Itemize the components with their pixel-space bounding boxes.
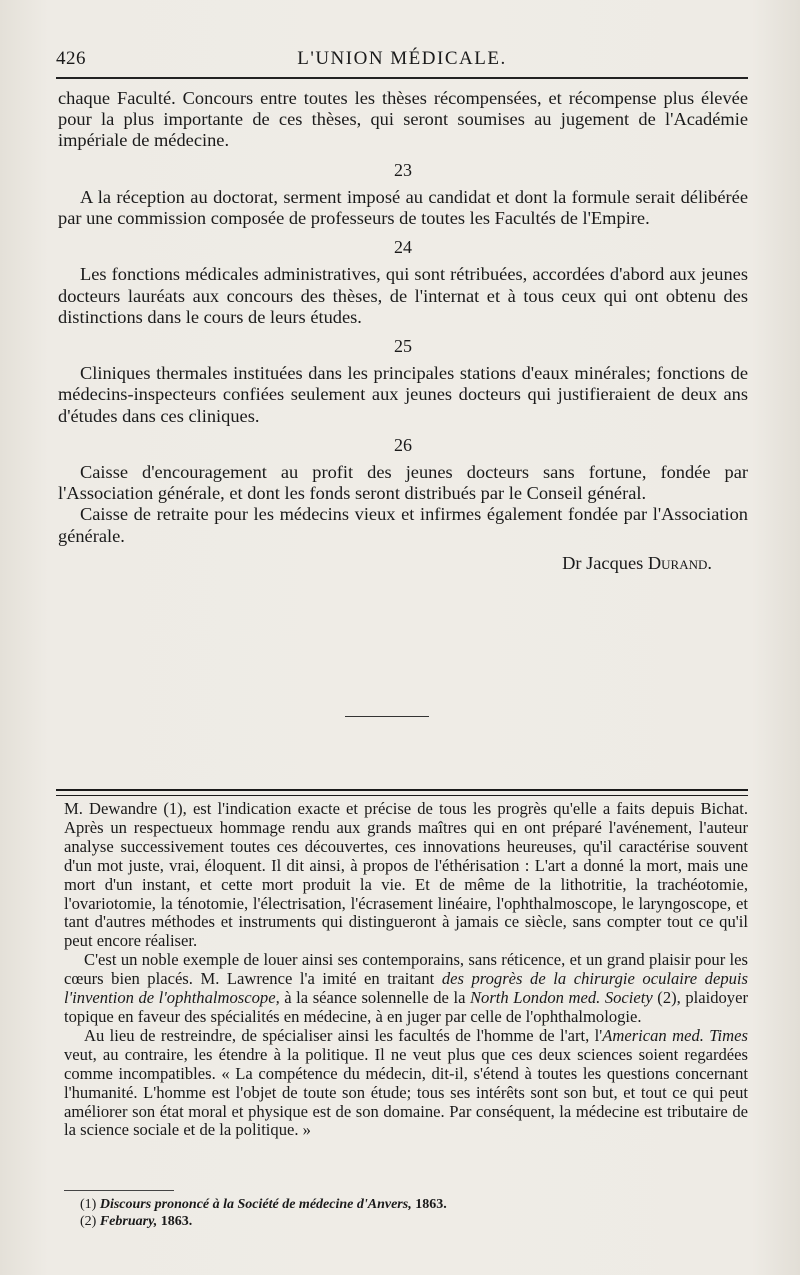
signature-prefix: Dr Jacques: [562, 552, 644, 573]
article-number-25: 25: [394, 336, 412, 357]
lower-p2-text-b: à la séance solennelle de la: [279, 988, 470, 1008]
lower-article: [64, 800, 748, 1140]
paragraph-26b: Caisse de retraite pour les médecins vieux et infirmes également fondée par l'Association générale.: [58, 504, 748, 546]
lower-p2-text-a: C'est un noble exemple de louer ainsi ses contemporains, sans réticence, et un grand plaisir pour les cœurs bien placés. M. Lawrence l'a imité en traitant: [64, 950, 748, 989]
footnote-2-year: 1863.: [160, 1214, 193, 1229]
footnotes: [80, 1196, 748, 1230]
article-number-23: 23: [394, 159, 412, 180]
footnote-1: [80, 1196, 748, 1213]
lower-paragraph-2: [64, 951, 748, 1027]
lower-p2-italic-1: des progrès de la chirurgie oculaire depuis l'invention de l'ophthalmoscope,: [64, 969, 748, 1008]
author-signature: [58, 553, 712, 574]
footnote-1-number: (1): [80, 1197, 97, 1212]
paragraph-26a: Caisse d'encouragement au profit des jeunes docteurs sans fortune, fondée par l'Association générale, et dont les fonds seront distribués par le Conseil général.: [58, 462, 748, 504]
page-number: 426: [56, 48, 86, 69]
footnote-2-number: (2): [80, 1214, 97, 1229]
footnote-2: [80, 1213, 748, 1230]
paragraph-intro: chaque Faculté. Concours entre toutes les thèses récompensées, et récompense plus élevée pour la plus importante de ces thèses, qui seront soumises au jugement de l'Académie impériale de médecine.: [58, 88, 748, 151]
lower-p3-text-b: veut, au contraire, les étendre à la politique. Il ne veut plus que ces deux sciences soient regardées comme incompatibles. « La compétence du médecin, dit-il, s'étend à toutes les questions concernant l'humanité. L'homme est l'objet de toute son étude; tous ses intérêts sont son but, et tout ce qui peut améliorer son état moral et physique est de son domaine. Par conséquent, la médecine est tributaire de la science sociale et de la politique. »: [64, 1044, 748, 1140]
lower-p3-text-a: Au lieu de restreindre, de spécialiser ainsi les facultés de l'homme de l'art, l': [84, 1025, 603, 1045]
footnote-1-text: Discours prononcé à la Société de médecine d'Anvers,: [99, 1197, 412, 1212]
upper-article: [58, 88, 748, 574]
footnote-rule: [64, 1190, 174, 1191]
article-number-24: 24: [394, 237, 412, 258]
feuilleton-rule: [56, 789, 748, 796]
paragraph-23: A la réception au doctorat, serment imposé au candidat et dont la formule serait délibérée par une commission composée de professeurs de toutes les Facultés de l'Empire.: [58, 186, 748, 229]
lower-p2-italic-2: North London med. Society: [469, 988, 653, 1008]
lower-p2-text-c: (2), plaidoyer topique en faveur des spécialités en médecine, à en juger par celle de l'ophthalmologie.: [64, 988, 748, 1026]
section-separator: [345, 716, 429, 717]
lower-paragraph-1: M. Dewandre (1), est l'indication exacte et précise de tous les progrès qu'elle a faits depuis Bichat. Après un respectueux hommage rendu aux grands maîtres qui en ont préparé l'avénement, l'auteur analyse successivement toutes ces découvertes, ces innovations heureuses, qu'il caractérise souvent d'un mot juste, vrai, éloquent. Il dit ainsi, à propos de l'éthérisation : L'art a donné la mort, mais une mort d'un instant, et cette mort produit la vie. Et de même de la lithotritie, la trachéotomie, l'ovariotomie, la ténotomie, l'électrisation, l'écrasement linéaire, l'ophthalmoscope, le laryngoscope, et tant d'autres méthodes et instruments qui distingueront à jamais ce siècle, sans compter tout ce qu'il peut encore réaliser.: [64, 799, 748, 951]
paragraph-24: Les fonctions médicales administratives, qui sont rétribuées, accordées d'abord aux jeunes docteurs lauréats aux concours des thèses, de l'internat et à tous ceux qui ont obtenu des distinctions dans le cours de leurs études.: [58, 264, 748, 327]
journal-title: L'UNION MÉDICALE.: [297, 48, 507, 69]
lower-p3-italic-1: American med. Times: [602, 1025, 748, 1045]
footnote-2-text: February,: [99, 1214, 158, 1229]
footnote-1-year: 1863.: [415, 1197, 447, 1212]
header-rule: [56, 77, 748, 79]
paragraph-25: Cliniques thermales instituées dans les principales stations d'eaux minérales; fonctions de médecins-inspecteurs confiées seulement aux jeunes docteurs qui justifieraient de deux ans d'études dans ces cliniques.: [58, 363, 748, 426]
article-number-26: 26: [394, 434, 412, 455]
signature-name: Durand.: [647, 552, 712, 573]
running-header: [56, 44, 748, 74]
lower-paragraph-3: [64, 1027, 748, 1140]
